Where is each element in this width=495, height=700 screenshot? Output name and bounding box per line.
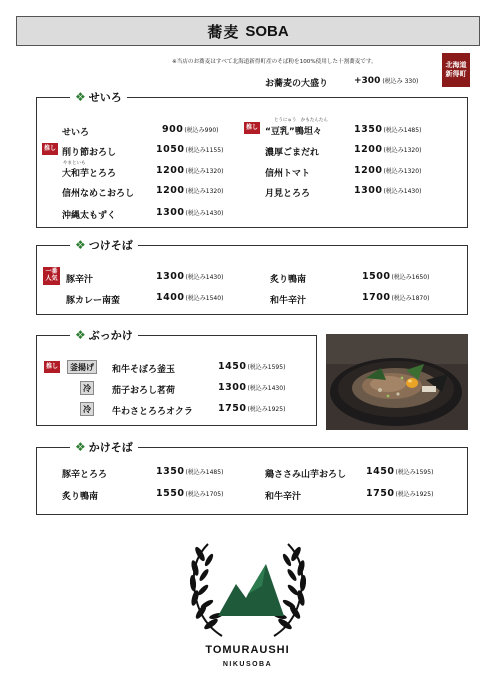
price-tax: (税込み1320) <box>383 147 422 154</box>
region-badge-line1: 北海道 <box>445 60 467 69</box>
furigana: とうにゅう かもたんたん <box>274 118 328 123</box>
kake-title-text: かけそば <box>88 441 133 454</box>
price-tax: (税込み1540) <box>185 295 224 302</box>
menu-item-name: 鶏ささみ山芋おろし <box>265 470 347 480</box>
recommend-badge: 推し <box>244 122 260 134</box>
most-popular-line1: 一番 <box>45 268 58 276</box>
price-tax: (税込み1595) <box>395 469 434 476</box>
menu-title-en: SOBA <box>245 22 289 40</box>
menu-title-bar <box>16 16 480 46</box>
furigana: やまといも <box>63 161 86 166</box>
price-value: 1700 <box>362 292 391 303</box>
tsuke-title-text: つけそば <box>88 239 133 252</box>
price-tax: (税込み1320) <box>185 188 224 195</box>
menu-item-name: 和牛辛汁 <box>270 296 307 306</box>
price-tax: (税込み1320) <box>383 168 422 175</box>
menu-item-price <box>362 292 429 303</box>
menu-item-price <box>156 185 223 196</box>
diamond-icon: ❖ <box>75 328 86 342</box>
menu-item-price <box>156 466 223 477</box>
menu-item-price <box>354 185 421 196</box>
menu-item-name: 信州なめこおろし <box>62 189 135 199</box>
menu-item-price <box>362 271 429 282</box>
soba-flour-notice: ※当店のお蕎麦はすべて北海道新得町産のそば粉を100%使用した十割蕎麦です。 <box>172 59 377 65</box>
menu-item-price <box>218 361 285 372</box>
brand-name: TOMURAUSHI <box>205 644 290 656</box>
price-tax: (税込み1485) <box>383 127 422 134</box>
menu-item-name: 和牛辛汁 <box>265 492 302 502</box>
dish-photo <box>326 334 468 430</box>
price-value: 1500 <box>362 271 391 282</box>
price-tax: (税込み1925) <box>395 491 434 498</box>
menu-item-name: 豚カレー南蛮 <box>66 296 121 306</box>
menu-item-name: 炙り鴨南 <box>270 275 307 285</box>
most-popular-line2: 人気 <box>45 275 58 282</box>
menu-item-price <box>218 403 285 414</box>
menu-item-price <box>354 165 421 176</box>
price-tax: (税込み1320) <box>185 168 224 175</box>
bukkake-title-text: ぶっかけ <box>88 329 133 342</box>
price-value: 1550 <box>156 488 185 499</box>
menu-item-price <box>218 382 285 393</box>
recommend-badge: 推し <box>44 361 60 373</box>
menu-item-price <box>156 271 223 282</box>
menu-item-name: 豚辛とろろ <box>62 470 108 480</box>
diamond-icon: ❖ <box>75 90 86 104</box>
temperature-tag: 冷 <box>80 402 94 416</box>
price-value: 1300 <box>218 382 247 393</box>
menu-item-price <box>156 207 223 218</box>
menu-item-name: 信州トマト <box>265 169 311 179</box>
price-value: 1200 <box>156 185 185 196</box>
price-value: 1750 <box>218 403 247 414</box>
menu-item-price <box>354 124 421 135</box>
large-portion-tax: (税込み 330) <box>382 78 419 85</box>
temperature-tag: 冷 <box>80 381 94 395</box>
seiro-section-title <box>70 89 127 105</box>
menu-item-name: 大和芋とろろ <box>62 169 117 179</box>
kake-section-title <box>70 439 138 455</box>
price-tax: (税込み1925) <box>247 406 286 413</box>
menu-item-price <box>366 488 433 499</box>
menu-item-price <box>156 144 223 155</box>
price-value: 1300 <box>354 185 383 196</box>
large-portion-price <box>354 76 418 86</box>
diamond-icon: ❖ <box>75 440 86 454</box>
price-tax: (税込み1155) <box>185 147 224 154</box>
diamond-icon: ❖ <box>75 238 86 252</box>
temperature-tag: 釜揚げ <box>67 360 97 374</box>
bukkake-section-title <box>70 327 138 343</box>
price-value: 1450 <box>218 361 247 372</box>
recommend-badge: 推し <box>42 143 58 155</box>
price-tax: (税込み1595) <box>247 364 286 371</box>
menu-item-name: 和牛そぼろ釜玉 <box>112 365 176 375</box>
price-value: 1200 <box>354 165 383 176</box>
price-value: 1750 <box>366 488 395 499</box>
price-value: 1400 <box>156 292 185 303</box>
price-tax: (税込み1430) <box>383 188 422 195</box>
laurel-right-icon <box>273 544 307 636</box>
menu-item-price <box>156 165 223 176</box>
tsuke-section-title <box>70 237 138 253</box>
price-tax: (税込み1650) <box>391 274 430 281</box>
price-tax: (税込み1705) <box>185 491 224 498</box>
menu-item-name: 沖縄太もずく <box>62 211 117 221</box>
kake-section <box>36 447 468 515</box>
price-tax: (税込み1870) <box>391 295 430 302</box>
price-value: 1450 <box>366 466 395 477</box>
laurel-left-icon <box>189 544 223 636</box>
menu-item-name: 炙り鴨南 <box>62 492 99 502</box>
menu-item-price <box>156 292 223 303</box>
menu-item-name: 茄子おろし茗荷 <box>112 386 176 396</box>
price-tax: (税込み1485) <box>185 469 224 476</box>
brand-logo <box>178 540 318 640</box>
menu-item-name: “豆乳”鴨坦々 <box>265 127 322 137</box>
menu-item-price <box>354 144 421 155</box>
price-value: 1200 <box>156 165 185 176</box>
menu-item-name: せいろ <box>62 128 90 138</box>
menu-item-name: 月見とろろ <box>265 189 311 199</box>
price-tax: (税込み1430) <box>247 385 286 392</box>
menu-item-price <box>156 488 223 499</box>
price-value: 1300 <box>156 207 185 218</box>
large-portion-label: お蕎麦の大盛り <box>265 79 329 89</box>
price-value: 1350 <box>156 466 185 477</box>
brand-subname: NIKUSOBA <box>222 661 273 668</box>
price-tax: (税込み1430) <box>185 210 224 217</box>
most-popular-badge <box>43 267 60 285</box>
large-portion-price-value: +300 <box>354 76 381 86</box>
price-value: 900 <box>162 124 184 135</box>
price-value: 1350 <box>354 124 383 135</box>
seiro-title-text: せいろ <box>88 91 122 104</box>
region-badge-line2: 新得町 <box>445 70 467 78</box>
menu-item-price <box>162 124 218 135</box>
price-tax: (税込み990) <box>184 127 219 134</box>
menu-title-jp: 蕎麦 <box>207 22 240 41</box>
price-tax: (税込み1430) <box>185 274 224 281</box>
menu-item-name: 牛わさとろろオクラ <box>112 407 193 417</box>
price-value: 1300 <box>156 271 185 282</box>
region-badge <box>442 53 470 87</box>
menu-item-name: 豚辛汁 <box>66 275 94 285</box>
menu-item-price <box>366 466 433 477</box>
mountain-icon <box>218 564 284 616</box>
menu-item-name: 削り節おろし <box>62 148 117 158</box>
price-value: 1050 <box>156 144 185 155</box>
price-value: 1200 <box>354 144 383 155</box>
menu-item-name: 濃厚ごまだれ <box>265 148 320 158</box>
